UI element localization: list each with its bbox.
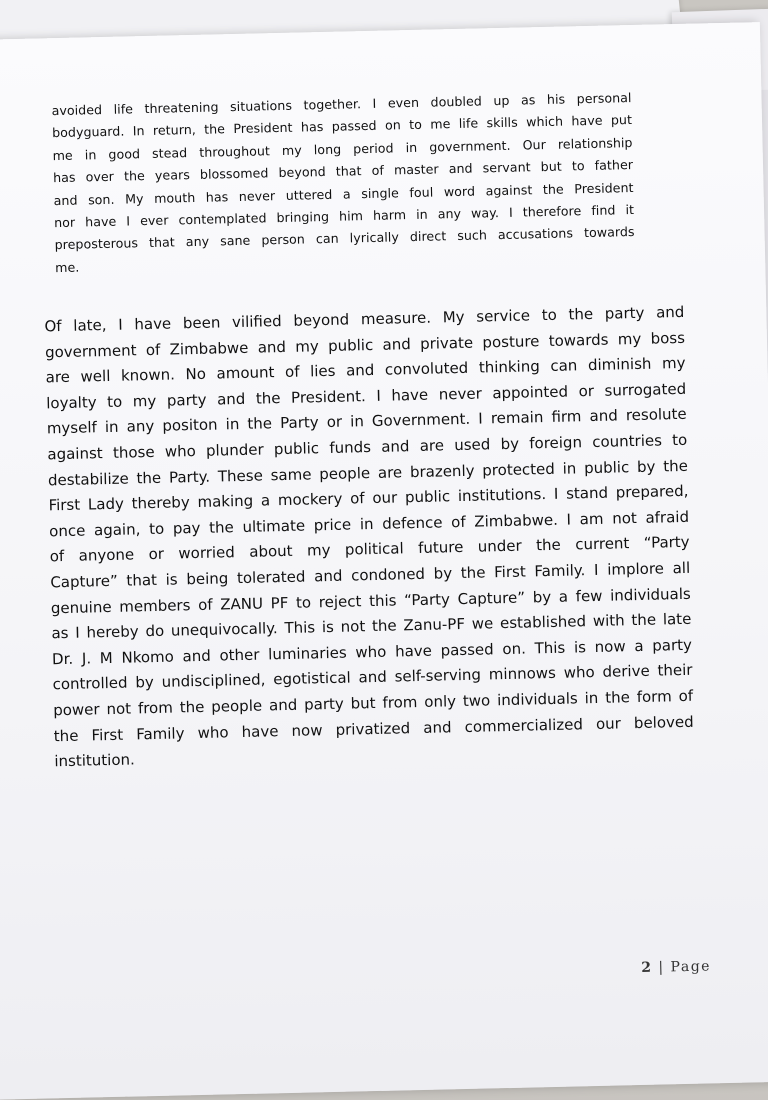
document-page bbox=[0, 22, 768, 1100]
paragraph-line: government of Zimbabwe and my public and private posture towards my boss bbox=[44, 328, 686, 361]
paragraph-line: me. bbox=[55, 259, 80, 275]
paragraph-line: preposterous that any sane person can lyrically direct such accusations towards bbox=[54, 224, 635, 253]
paragraph-line: nor have I ever contemplated bringing him harm in any way. I therefore find it bbox=[53, 202, 635, 231]
page-separator: | bbox=[658, 959, 665, 976]
paragraph-line: are well known. No amount of lies and convoluted thinking can diminish my bbox=[45, 354, 686, 387]
paragraph-line: Of late, I have been vilified beyond measure. My service to the party and bbox=[44, 302, 685, 336]
paragraph-line: once again, to pay the ultimate price in defence of Zimbabwe. I am not afraid bbox=[48, 507, 690, 541]
paragraph-line: against those who plunder public funds and are used by foreign countries to bbox=[47, 430, 688, 464]
paragraph-1 bbox=[51, 87, 635, 279]
paragraph-line: genuine members of ZANU PF to reject this “Party Capture” by a few individuals bbox=[50, 584, 691, 617]
paragraph-line: Capture” that is being tolerated and condoned by the First Family. I implore all bbox=[50, 558, 691, 592]
paragraph-line: of anyone or worried about my political future under the current “Party bbox=[49, 533, 690, 566]
paragraph-line: institution. bbox=[54, 750, 136, 771]
paragraph-line: the First Family who have now privatized and commercialized our beloved bbox=[53, 712, 694, 745]
paragraph-line: controlled by undisciplined, egotistical and self-serving minnows who derive their bbox=[52, 661, 693, 694]
paragraph-line: as I hereby do unequivocally. This is not the Zanu-PF we established with the late bbox=[51, 609, 692, 643]
paragraph-2 bbox=[44, 300, 694, 775]
paragraph-line: bodyguard. In return, the President has passed on to me life skills which have put bbox=[51, 112, 633, 141]
paragraph-line: Dr. J. M Nkomo and other luminaries who have passed on. This is now a party bbox=[51, 635, 693, 669]
paragraph-line: avoided life threatening situations together. I even doubled up as his personal bbox=[51, 90, 632, 119]
paragraph-line: has over the years blossomed beyond that of master and servant but to father bbox=[52, 157, 634, 186]
paragraph-line: and son. My mouth has never uttered a single foul word against the President bbox=[53, 179, 634, 208]
page-number: 2 bbox=[641, 959, 653, 977]
paragraph-line: destabilize the Party. These same people are brazenly protected in public by the bbox=[47, 456, 689, 489]
paragraph-line: First Lady thereby making a mockery of our public institutions. I stand prepared, bbox=[48, 481, 689, 515]
page-footer bbox=[641, 958, 711, 976]
page-label: Page bbox=[670, 958, 712, 976]
paragraph-line: power not from the people and party but from only two individuals in the form of bbox=[53, 686, 694, 720]
paragraph-line: myself in any positon in the Party or in Government. I remain firm and resolute bbox=[46, 405, 687, 438]
paragraph-line: loyalty to my party and the President. I have never appointed or surrogated bbox=[46, 379, 687, 413]
paragraph-line: me in good stead throughout my long period in government. Our relationship bbox=[52, 134, 633, 163]
